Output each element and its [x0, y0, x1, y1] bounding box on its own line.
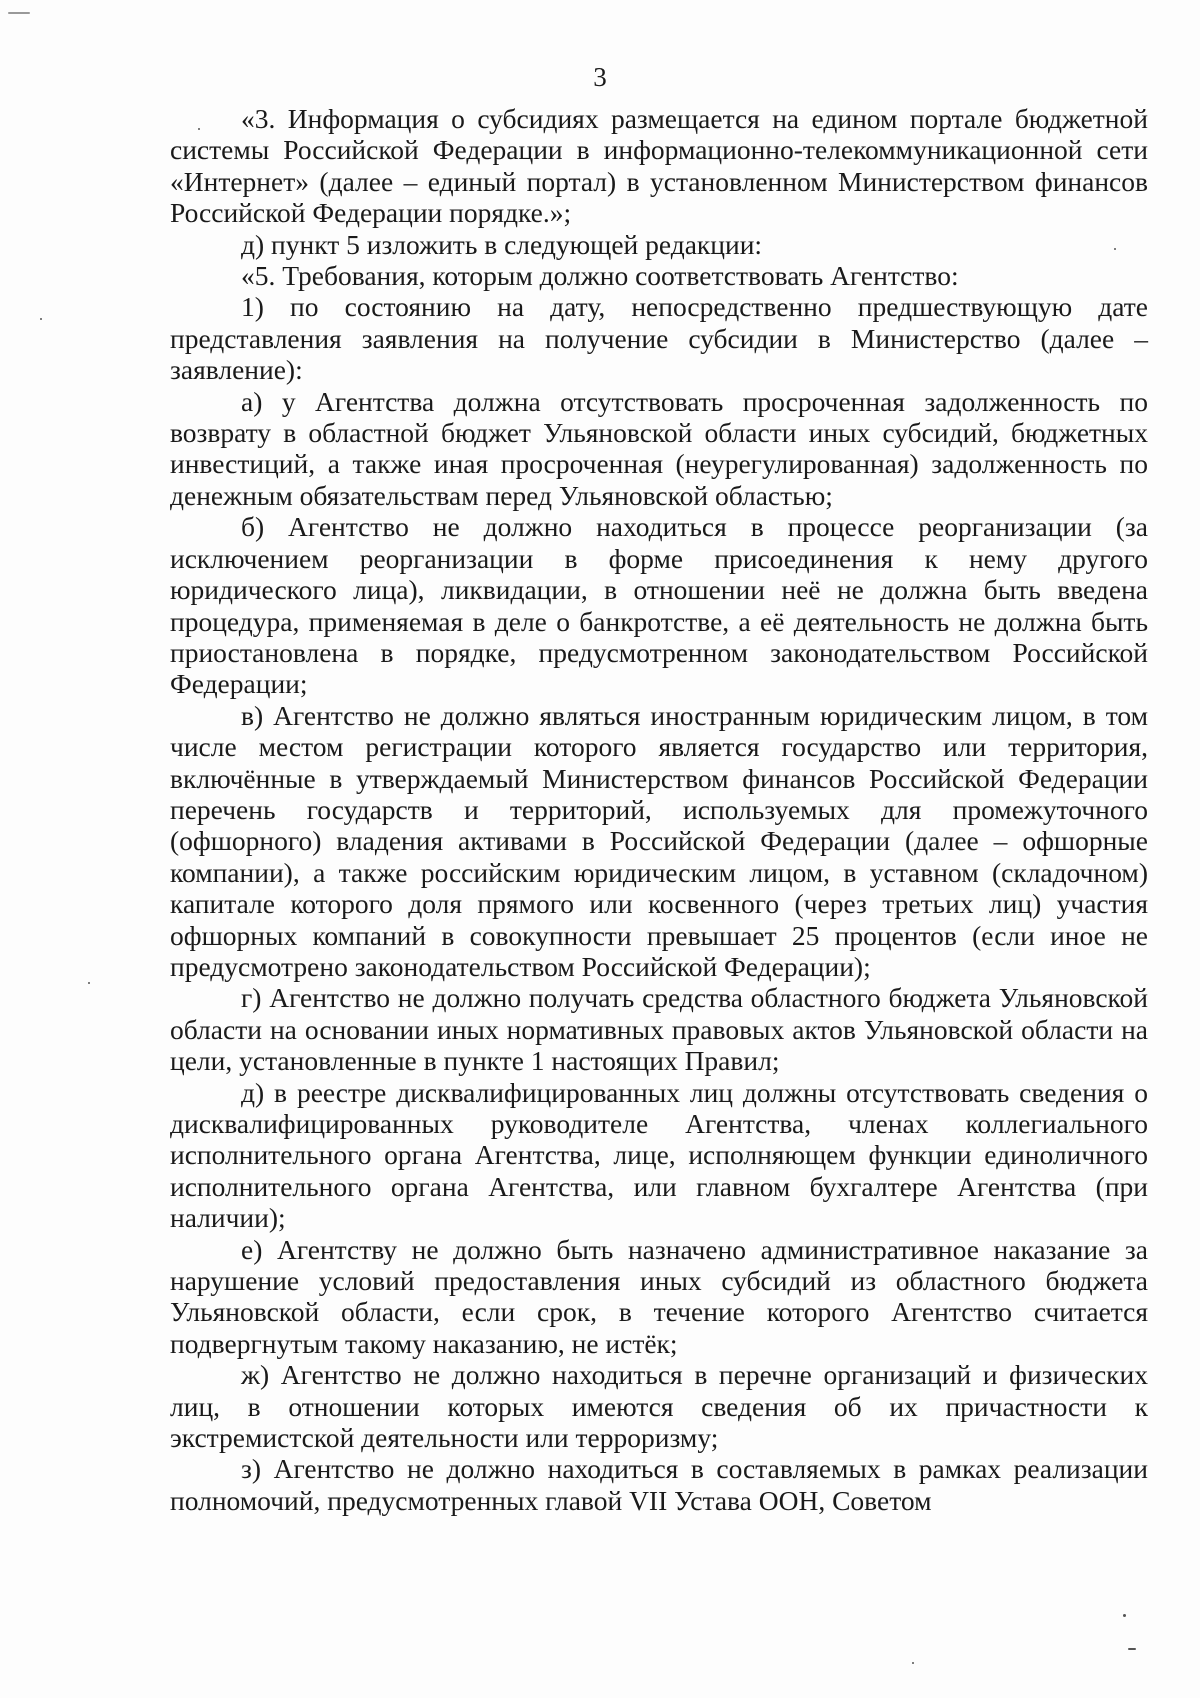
- paragraph-requirement-1: 1) по состоянию на дату, непосредственно предшествующую дате представления заявления на получение субсидии в Министерство (далее – заявление):: [170, 291, 1148, 386]
- paragraph-portal-info: «3. Информация о субсидиях размещается на едином портале бюджетной системы Российской Федерации в информационно-телекоммуникационной сети «Интернет» (далее – единый портал) в установленном Министерством финансов Российской Федерации порядке.»;: [170, 103, 1148, 229]
- paragraph-item-v: в) Агентство не должно являться иностранным юридическим лицом, в том числе местом регистрации которого является государство или территория, включённые в утверждаемый Министерством финансов Российской Федерации перечень государств и территорий, используемых для промежуточного (офшорного) владения активами в Российской Федерации (далее – офшорные компании), а также российским юридическим лицом, в уставном (складочном) капитале которого доля прямого или косвенного (через третьих лиц) участия офшорных компаний в совокупности превышает 25 процентов (если иное не предусмотрено законодательством Российской Федерации);: [170, 699, 1148, 982]
- scan-speck: [198, 128, 200, 130]
- paragraph-amend-point-5: д) пункт 5 изложить в следующей редакции:: [241, 228, 763, 260]
- paragraph-item-b: б) Агентство не должно находиться в процессе реорганизации (за исключением реорганизации в форме присоединения к нему другого юридического лица), ликвидации, в отношении неё не должна быть введена процедура, применяемая в деле о банкротстве, а её деятельность не должна быть приостановлена в порядке, предусмотренном законодательством Российской Федерации;: [170, 511, 1148, 700]
- document-body: [170, 103, 1148, 1516]
- scan-speck: [8, 12, 30, 14]
- paragraph-item-zh: ж) Агентство не должно находиться в перечне организаций и физических лиц, в отношении которых имеются сведения об их причастности к экстремистской деятельности или терроризму;: [170, 1359, 1148, 1454]
- scan-speck: [88, 982, 90, 984]
- scan-speck: [40, 318, 42, 320]
- scan-speck: [1128, 1648, 1136, 1650]
- scan-speck: [912, 1662, 914, 1664]
- paragraph-item-z: з) Агентство не должно находиться в составляемых в рамках реализации полномочий, предусмотренных главой VII Устава ООН, Советом: [170, 1453, 1148, 1516]
- paragraph-requirements-heading: «5. Требования, которым должно соответствовать Агентство:: [241, 260, 959, 292]
- paragraph-item-g: г) Агентство не должно получать средства областного бюджета Ульяновской области на основании иных нормативных правовых актов Ульяновской области на цели, установленные в пункте 1 настоящих Правил;: [170, 982, 1148, 1077]
- paragraph-item-d: д) в реестре дисквалифицированных лиц должны отсутствовать сведения о дисквалифицированных руководителе Агентства, членах коллегиального исполнительного органа Агентства, лице, исполняющем функции единоличного исполнительного органа Агентства, или главном бухгалтере Агентства (при наличии);: [170, 1076, 1148, 1234]
- scan-speck: [1114, 248, 1116, 250]
- paragraph-item-a: а) у Агентства должна отсутствовать просроченная задолженность по возврату в областной бюджет Ульяновской области иных субсидий, бюджетных инвестиций, а также иная просроченная (неурегулированная) задолженность по денежным обязательствам перед Ульяновской областью;: [170, 385, 1148, 511]
- page-number: 3: [593, 62, 607, 92]
- scan-speck: [1123, 1614, 1126, 1617]
- paragraph-item-e: е) Агентству не должно быть назначено административное наказание за нарушение условий предоставления иных субсидий из областного бюджета Ульяновской области, если срок, в течение которого Агентство считается подвергнутым такому наказанию, не истёк;: [170, 1233, 1148, 1359]
